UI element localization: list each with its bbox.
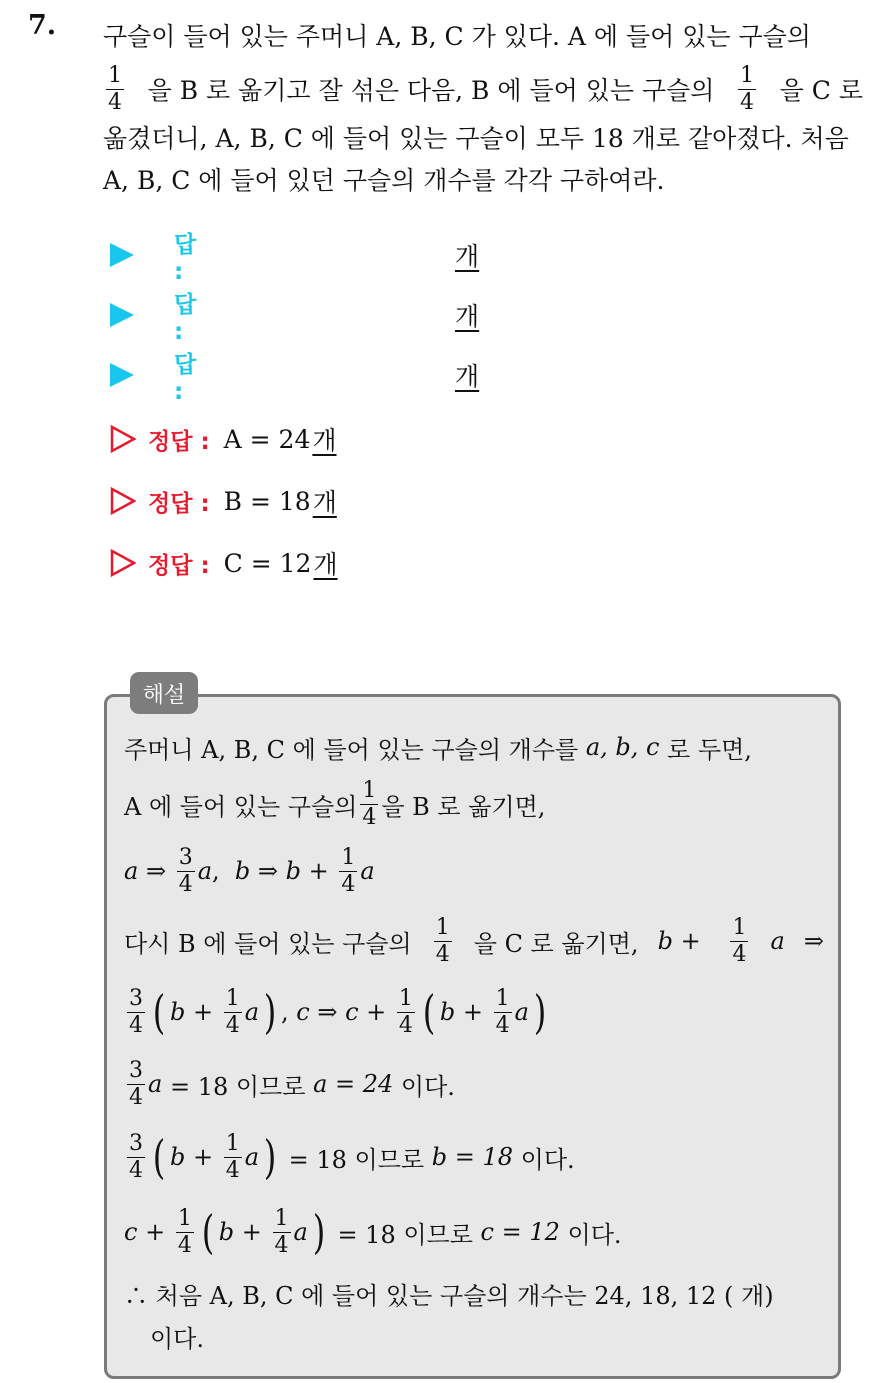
explanation-line-8: c + $\frac{1}{4}$ ( b + $\frac{1}{4}$ a ) = 18 이므로 c = 12 이다. xyxy=(124,1205,622,1259)
correct-answer-row-2 xyxy=(110,479,337,523)
answer-row-3[interactable] xyxy=(110,351,480,405)
explanation-content xyxy=(124,722,824,1356)
correct-value: B = 18 xyxy=(223,486,311,516)
fraction-one-quarter: $\frac{1}{4}$ xyxy=(740,62,755,115)
answer-unit: 개 xyxy=(455,302,480,331)
correct-label: 정답 : xyxy=(148,552,210,579)
explanation-line-1: 주머니 A, B, C 에 들어 있는 구슬의 개수를 a, b, c 로 두면, xyxy=(124,733,752,764)
correct-label: 정답 : xyxy=(148,428,210,455)
explanation-line-6: $\frac{3}{4}$ a = 18 이므로 a = 24 이다. xyxy=(129,1057,455,1110)
play-triangle-icon xyxy=(110,363,134,387)
correct-unit: 개 xyxy=(312,426,337,455)
answer-unit: 개 xyxy=(455,362,480,391)
explanation-tag: 해설 xyxy=(130,672,198,714)
play-triangle-icon xyxy=(110,243,134,267)
explanation-line-7: $\frac{3}{4}$ ( b + $\frac{1}{4}$ a ) = 18 이므로 b = 18 이다. xyxy=(129,1130,575,1184)
correct-answer-row-3 xyxy=(110,541,338,585)
answer-unit: 개 xyxy=(455,242,480,271)
question-line-3: 옮겼더니, A, B, C 에 들어 있는 구슬이 모두 18 개로 같아졌다. 처음 xyxy=(103,124,849,153)
correct-value: A = 24 xyxy=(223,424,311,454)
question-line-4: A, B, C 에 들어 있던 구슬의 개수를 각각 구하여라. xyxy=(103,166,665,195)
correct-unit: 개 xyxy=(312,488,337,517)
explanation-line-4: 다시 B 에 들어 있는 구슬의 $\frac{1}{4}$ 을 C 로 옮기면, b + $\frac{1}{4}$ a ⇒ xyxy=(124,914,824,967)
answer-row-1[interactable] xyxy=(110,231,480,285)
answer-label: 답 : xyxy=(174,291,197,345)
outline-triangle-icon xyxy=(110,487,136,515)
outline-triangle-icon xyxy=(110,549,136,577)
correct-label: 정답 : xyxy=(148,490,210,517)
explanation-line-10: 이다. xyxy=(150,1324,204,1353)
explanation-line-3: a ⇒ $\frac{3}{4}$ a , b ⇒ b + $\frac{1}{4}$ a xyxy=(124,844,375,897)
question-line-2-end: 을 C 로 xyxy=(779,76,863,105)
question-text xyxy=(103,8,863,200)
question-line-1: 구슬이 들어 있는 주머니 A, B, C 가 있다. A 에 들어 있는 구슬의 xyxy=(103,22,811,51)
answer-label: 답 : xyxy=(174,351,197,405)
explanation-line-5: $\frac{3}{4}$ ( b + $\frac{1}{4}$ a ) , c ⇒ c + $\frac{1}{4}$ ( b + $\frac{1}{4}$ a ) xyxy=(129,985,547,1039)
correct-answer-row-1 xyxy=(110,417,337,461)
play-triangle-icon xyxy=(110,303,134,327)
explanation-line-9: ∴ 처음 A, B, C 에 들어 있는 구슬의 개수는 24, 18, 12 ( 개) xyxy=(124,1281,774,1310)
correct-value: C = 12 xyxy=(223,548,312,578)
answer-row-2[interactable] xyxy=(110,291,480,345)
question-line-2 xyxy=(103,62,863,116)
answer-label: 답 : xyxy=(174,231,197,285)
question-number: 7. xyxy=(28,10,57,41)
correct-unit: 개 xyxy=(313,550,338,579)
outline-triangle-icon xyxy=(110,425,136,453)
fraction-one-quarter: $\frac{1}{4}$ xyxy=(108,62,122,115)
explanation-line-2: A 에 들어 있는 구슬의 $\frac{1}{4}$ 을 B 로 옮기면, xyxy=(124,777,546,830)
question-line-2-mid: 을 B 로 옮기고 잘 섞은 다음, B 에 들어 있는 구슬의 xyxy=(147,76,715,105)
